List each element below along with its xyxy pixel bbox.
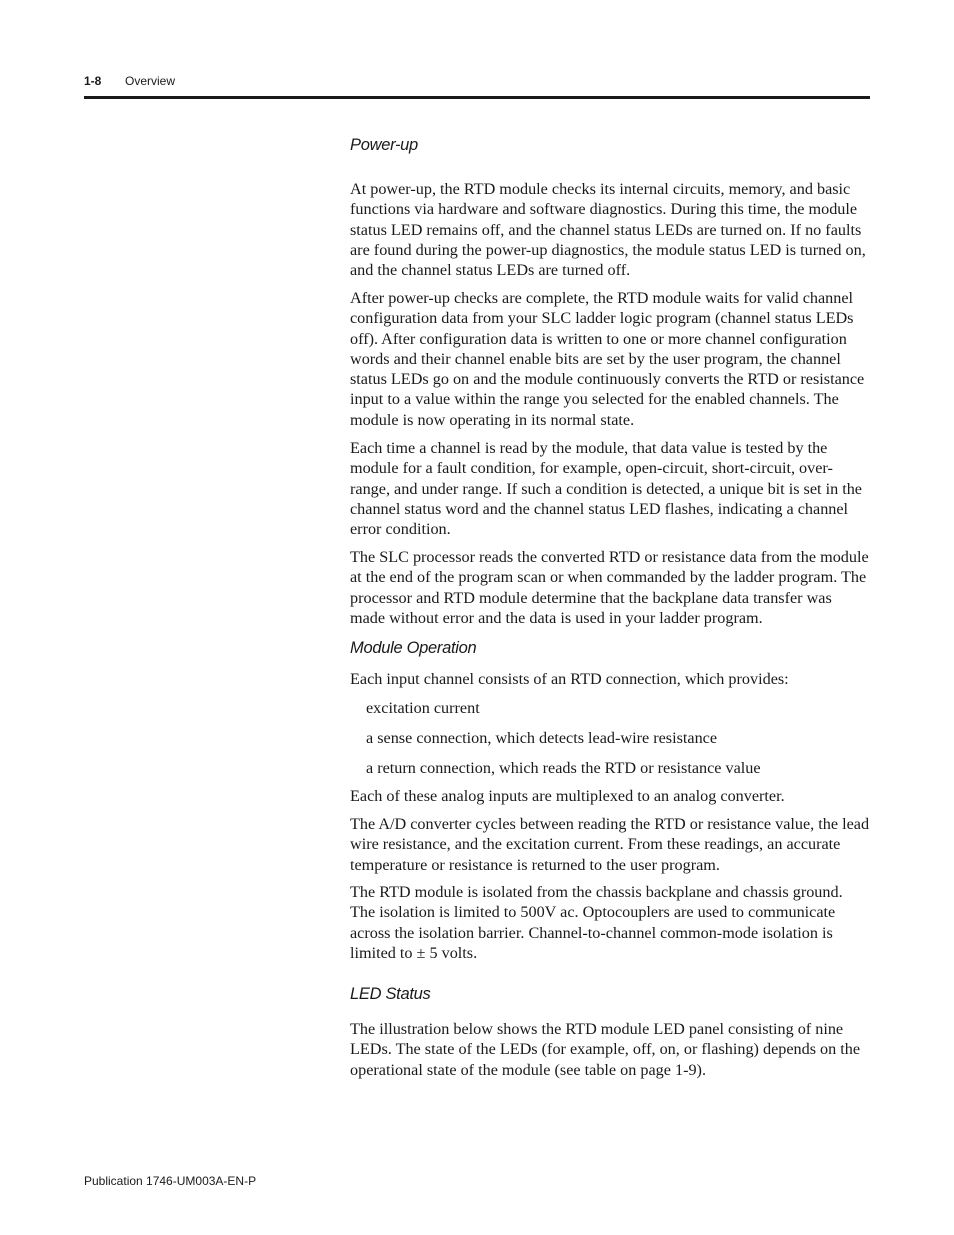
paragraph-power-up-4: The SLC processor reads the converted RTD or resistance data from the module at the end of the program scan or when commanded by the ladder program. The processor and RTD module determine that the backplane data transfer was made without error and the data is used in your ladder program. bbox=[350, 548, 869, 627]
paragraph-power-up-3: Each time a channel is read by the module, that data value is tested by the module for a fault condition, for example, open-circuit, short-circuit, over-range, and under range. If such a condition is detected, a unique bit is set in the channel status word and the channel status LED flashes, indicating a channel error condition. bbox=[350, 439, 862, 539]
heading-led-status: LED Status bbox=[350, 985, 431, 1003]
page-number: 1-8 bbox=[84, 74, 102, 88]
header-rule bbox=[84, 96, 870, 99]
heading-power-up: Power-up bbox=[350, 136, 418, 154]
list-item: excitation current bbox=[366, 699, 480, 717]
paragraph-module-operation-intro: Each input channel consists of an RTD connection, which provides: bbox=[350, 670, 789, 688]
paragraph-module-operation-3: The RTD module is isolated from the chassis backplane and chassis ground. The isolation is limited to 500V ac. Optocouplers are used to communicate across the isolation barrier. Channel-to-channel common-mode isolation is limited to ± 5 volts. bbox=[350, 883, 843, 962]
page-header bbox=[84, 72, 870, 92]
footer-publication: Publication 1746-UM003A-EN-P bbox=[84, 1174, 257, 1188]
paragraph-power-up-2: After power-up checks are complete, the RTD module waits for valid channel configuration data from your SLC ladder logic program (channel status LEDs off). After configuration data is written to one or more channel configuration words and their channel enable bits are set by the user program, the channel status LEDs go on and the module continuously converts the RTD or resistance input to a value within the range you selected for the enabled channels. The module is now operating in its normal state. bbox=[350, 289, 865, 429]
list-item: a sense connection, which detects lead-wire resistance bbox=[366, 729, 718, 747]
paragraph-power-up-1: At power-up, the RTD module checks its internal circuits, memory, and basic functions via hardware and software diagnostics. During this time, the module status LED remains off, and the channel status LEDs are turned on. If no faults are found during the power-up diagnostics, the module status LED is turned on, and the channel status LEDs are turned off. bbox=[350, 180, 866, 280]
paragraph-module-operation-2: The A/D converter cycles between reading the RTD or resistance value, the lead wire resistance, and the excitation current. From these readings, an accurate temperature or resistance is returned to the user program. bbox=[350, 815, 870, 874]
heading-module-operation: Module Operation bbox=[350, 639, 477, 657]
header-section-name: Overview bbox=[125, 74, 176, 88]
paragraph-module-operation-1: Each of these analog inputs are multiplexed to an analog converter. bbox=[350, 787, 785, 805]
paragraph-led-status-1: The illustration below shows the RTD module LED panel consisting of nine LEDs. The state of the LEDs (for example, off, on, or flashing) depends on the operational state of the module (see table on page 1-9). bbox=[350, 1020, 861, 1079]
list-item: a return connection, which reads the RTD or resistance value bbox=[366, 759, 761, 777]
